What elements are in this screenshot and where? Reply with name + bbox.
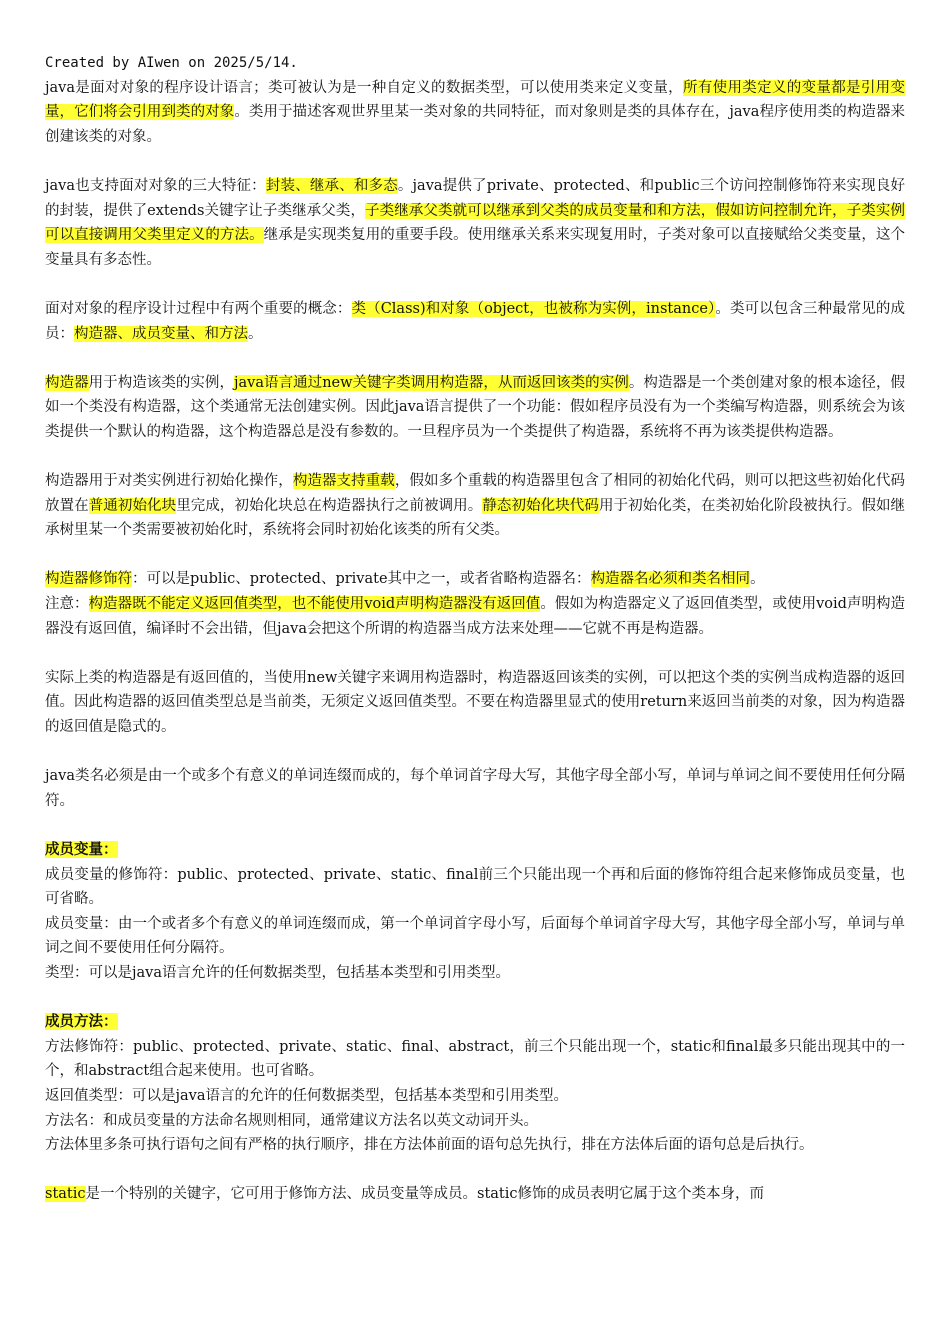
highlighted-text: 构造器支持重载: [292, 473, 395, 490]
body-paragraph: [45, 174, 905, 272]
paragraph-text: 构造器用于对类实例进行初始化操作，: [45, 473, 293, 490]
highlighted-text: 所有使用类定义的变量都是引用变量，它们将会引用到类的对象: [45, 79, 906, 121]
intro-paragraphs: [45, 76, 905, 814]
paragraph-text: 。java提供了private、protected、和public三个访问控制修饰符来实现良好的封装，提供了extends关键字让子类继承父类，: [45, 177, 905, 219]
paragraph-text: java是面对对象的程序设计语言；类可被认为是一种自定义的数据类型，可以使用类来定义变量，: [45, 79, 683, 96]
body-paragraph: [45, 469, 905, 543]
paragraph-text: 面对对象的程序设计过程中有两个重要的概念：: [45, 300, 352, 317]
highlighted-text: 普通初始化块: [88, 497, 177, 514]
highlighted-text: 类（Class)和对象（object，也被称为实例，instance）: [351, 300, 716, 317]
paragraph-text: ，假如多个重载的构造器里包含了相同的初始化代码，则可以把这些初始化代码放置在: [45, 473, 906, 514]
highlighted-text: java语言通过new关键字类调用构造器，从而返回该类的实例: [234, 374, 629, 391]
paragraph-text: 。: [248, 325, 263, 342]
member-vars-line: 成员变量：由一个或者多个有意义的单词连缀而成，第一个单词首字母小写，后面每个单词首字母大写，其他字母全部小写，单词与单词之间不要使用任何分隔符。: [45, 915, 905, 957]
paragraph-text: 。类用于描述客观世界里某一类对象的共同特征，而对象则是类的具体存在，java程序使用类的构造器来创建该类的对象。: [45, 104, 905, 145]
highlighted-text: 构造器、成员变量、和方法: [74, 325, 248, 342]
body-paragraph: [45, 371, 905, 445]
paragraph-text: ：可以是public、protected、private其中之一，或者省略构造器名：: [132, 571, 591, 588]
created-by-line: Created by AIwen on 2025/5/14.: [45, 55, 298, 71]
highlighted-text: 子类继承父类就可以继承到父类的成员变量和和方法，假如访问控制允许，子类实例可以直接调用父类里定义的方法。: [45, 202, 905, 244]
static-paragraph: [45, 1182, 905, 1207]
static-paragraph-text: 是一个特别的关键字，它可用于修饰方法、成员变量等成员。static修饰的成员表明它属于这个类本身，而: [85, 1186, 764, 1203]
body-paragraph: [45, 76, 905, 150]
paragraph-text: 用于构造该类的实例，: [88, 374, 235, 391]
paragraph-text: 实际上类的构造器是有返回值的，当使用new关键字来调用构造器时，构造器返回该类的实例，可以把这个类的实例当成构造器的返回值。因此构造器的返回值类型总是当前类，无须定义返回值类型。不要在构造器里显式的使用return来返回当前类的对象，因为构造器的返回值是隐式的。: [45, 669, 905, 736]
member-vars-line: 类型：可以是java语言允许的任何数据类型，包括基本类型和引用类型。: [45, 964, 510, 981]
member-methods-heading: [45, 1010, 905, 1035]
paragraph-text: 用于初始化类，在类初始化阶段被执行。假如继承树里某一个类需要被初始化时，系统将会同时初始化该类的所有父类。: [45, 497, 906, 539]
member-methods-line: 方法体里多条可执行语句之间有严格的执行顺序，排在方法体前面的语句总先执行，排在方法体后面的语句总是后执行。: [45, 1137, 814, 1154]
static-keyword: static: [45, 1186, 86, 1203]
body-paragraph: [45, 297, 905, 346]
member-vars-heading: [45, 838, 905, 863]
paragraph-text: 里完成，初始化块总在构造器执行之前被调用。: [176, 497, 483, 514]
highlighted-text: 构造器既不能定义返回值类型，也不能使用void声明构造器没有返回值: [88, 596, 541, 613]
highlighted-text: 构造器: [45, 374, 89, 391]
body-paragraph: [45, 567, 905, 641]
paragraph-text: 继承是实现类复用的重要手段。使用继承关系来实现复用时，子类对象可以直接赋给父类变量，这个变量具有多态性。: [45, 227, 906, 268]
body-paragraph: [45, 764, 905, 813]
highlighted-text: 静态初始化块代码: [482, 497, 599, 514]
paragraph-text: 注意：: [45, 596, 89, 613]
member-vars-heading-text: 成员变量：: [45, 841, 118, 858]
highlighted-text: 构造器修饰符: [45, 571, 132, 588]
member-methods-line: 返回值类型：可以是java语言的允许的任何数据类型，包括基本类型和引用类型。: [45, 1087, 568, 1104]
paragraph-text: 。: [750, 571, 765, 588]
highlighted-text: 封装、继承、和多态: [265, 177, 398, 194]
member-methods-heading-text: 成员方法：: [45, 1013, 118, 1031]
member-methods-line: 方法修饰符：public、protected、private、static、final、abstract，前三个只能出现一个，static和final最多只能出现其中的一个，和abstract组合起来使用。也可省略。: [45, 1038, 905, 1080]
member-methods-line: 方法名：和成员变量的方法命名规则相同，通常建议方法名以英文动词开头。: [45, 1112, 538, 1129]
paragraph-text: 。类可以包含三种最常见的成员：: [45, 300, 906, 342]
paragraph-text: java也支持面对对象的三大特征：: [45, 177, 266, 194]
document-page: [45, 51, 905, 1207]
paragraph-text: 。构造器是一个类创建对象的根本途径，假如一个类没有构造器，这个类通常无法创建实例。因此java语言提供了一个功能：假如程序员没有为一个类编写构造器，则系统会为该类提供一个默认的构造器，这个构造器总是没有参数的。一旦程序员为一个类提供了构造器，系统将不再为该类提供构造器。: [45, 374, 906, 440]
body-paragraph: [45, 666, 905, 740]
paragraph-text: java类名必须是由一个或多个有意义的单词连缀而成的，每个单词首字母大写，其他字母全部小写，单词与单词之间不要使用任何分隔符。: [45, 768, 905, 809]
paragraph-text: 。假如为构造器定义了返回值类型，或使用void声明构造器没有返回值，编译时不会出错，但java会把这个所谓的构造器当成方法来处理——它就不再是构造器。: [45, 596, 906, 637]
highlighted-text: 构造器名必须和类名相同: [590, 571, 751, 588]
member-vars-line: 成员变量的修饰符：public、protected、private、static、final前三个只能出现一个再和后面的修饰符组合起来修饰成员变量，也可省略。: [45, 866, 905, 908]
